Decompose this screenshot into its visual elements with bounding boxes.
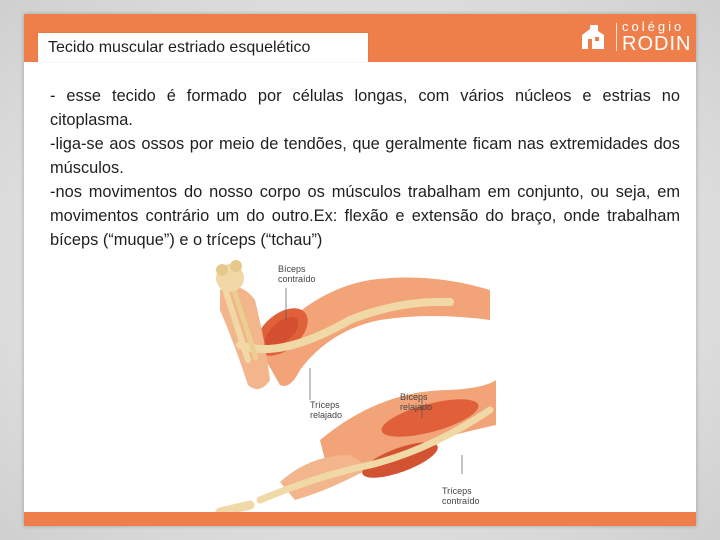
- label-line: contraído: [278, 274, 316, 284]
- paragraph-2: -liga-se aos ossos por meio de tendões, que geralmente ficam nas extremidades dos músculos.: [50, 135, 680, 177]
- logo-small-text: colégio: [622, 19, 685, 34]
- paragraph-3: -nos movimentos do nosso corpo os músculos trabalham em conjunto, ou seja, em movimentos contrário um do outro.Ex: flexão e extensão do braço, onde trabalham bíceps (“muque”) e o tríceps (“tchau”): [50, 183, 680, 249]
- header-bar: [24, 14, 696, 62]
- label-line: relajado: [310, 410, 343, 420]
- school-logo: [580, 19, 690, 57]
- slide: [24, 14, 696, 526]
- title-box: [38, 33, 368, 62]
- building-icon: [580, 21, 610, 51]
- label-line: Bíceps: [278, 264, 306, 274]
- arm-drawing: [200, 250, 496, 512]
- paragraph-1: - esse tecido é formado por células longas, com vários núcleos e estrias no citoplasma.: [50, 87, 680, 129]
- label-line: Tríceps: [310, 400, 340, 410]
- label-biceps-contraido: [278, 264, 316, 284]
- label-line: contraído: [442, 496, 480, 506]
- label-triceps-relajado: [310, 400, 342, 420]
- body-text: [50, 84, 680, 252]
- logo-separator: [616, 23, 617, 51]
- label-triceps-contraido: [442, 486, 480, 506]
- label-line: Tríceps: [442, 486, 472, 496]
- label-biceps-relajado: [400, 392, 432, 412]
- label-line: relajado: [400, 402, 433, 412]
- arm-muscles-illustration: [200, 250, 496, 512]
- label-line: Bíceps: [400, 392, 428, 402]
- footer-bar: [24, 512, 696, 526]
- slide-title: Tecido muscular estriado esquelético: [48, 39, 311, 56]
- logo-big-text: RODIN: [622, 33, 692, 55]
